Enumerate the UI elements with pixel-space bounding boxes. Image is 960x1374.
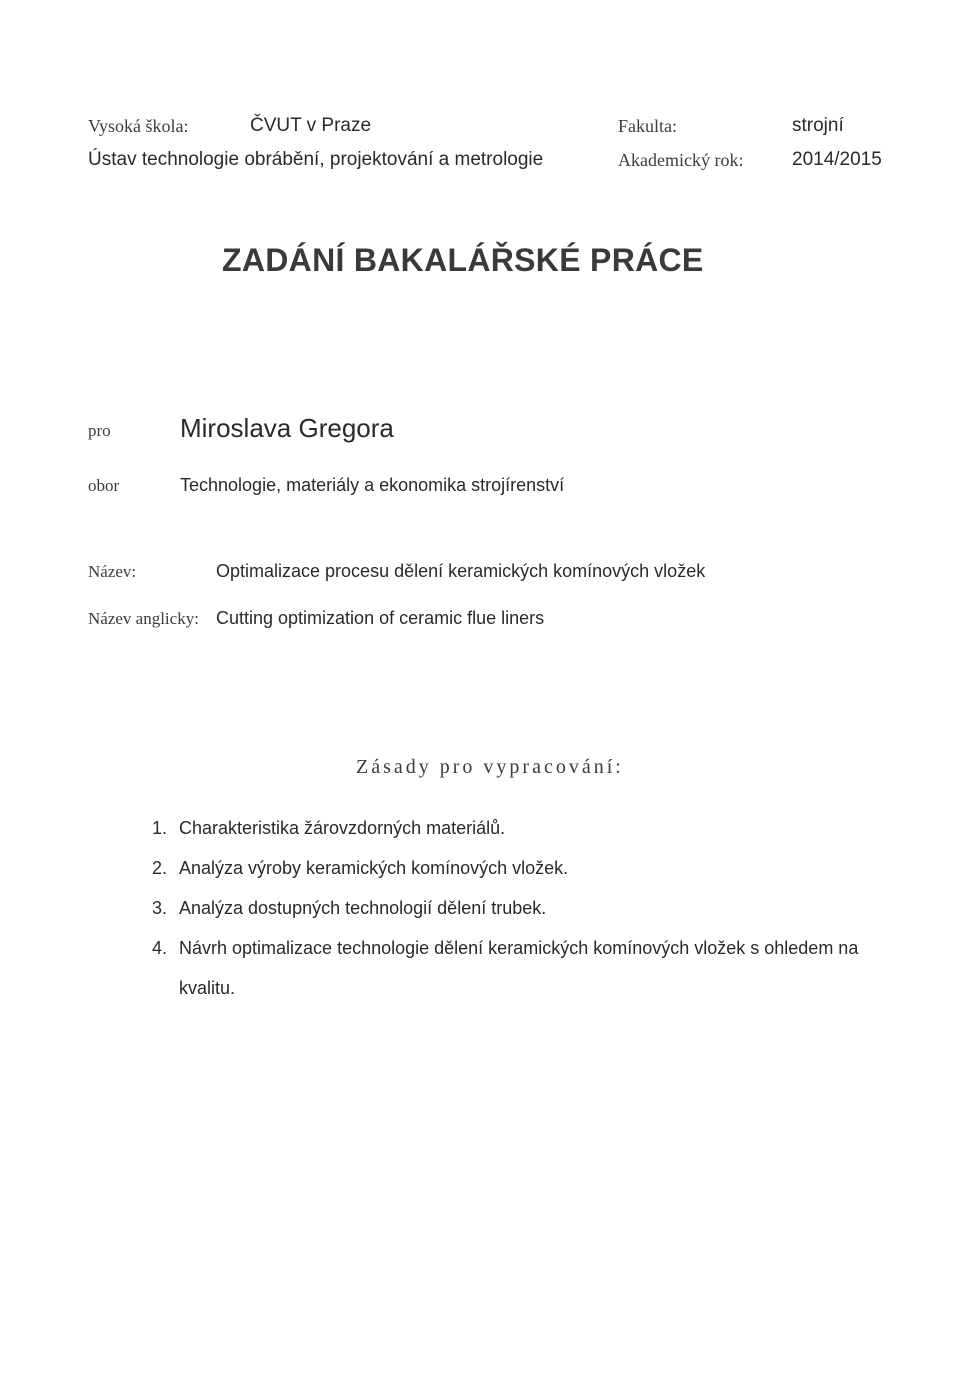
academic-year-value: 2014/2015 [792, 149, 882, 170]
list-item-number: 4. [152, 938, 168, 958]
list-item [152, 854, 882, 882]
list-item-number: 3. [152, 898, 168, 918]
faculty-label: Fakulta: [618, 116, 677, 136]
school-label: Vysoká škola: [88, 116, 189, 136]
student-name: Miroslava Gregora [180, 413, 394, 443]
faculty-value: strojní [792, 115, 844, 136]
list-item-text: Charakteristika žárovzdorných materiálů. [179, 818, 506, 838]
for-label: pro [88, 421, 111, 440]
academic-year-label: Akademický rok: [618, 150, 744, 170]
thesis-title-value: Optimalizace procesu dělení keramických komínových vložek [216, 561, 706, 581]
list-item [152, 928, 882, 1008]
institute-name: Ústav technologie obrábění, projektování a metrologie [88, 149, 544, 170]
thesis-title-en-value: Cutting optimization of ceramic flue liners [216, 608, 545, 628]
principles-list [152, 814, 882, 1020]
school-value: ČVUT v Praze [250, 115, 372, 136]
list-item-number: 1. [152, 818, 168, 838]
thesis-title-en-label: Název anglicky: [88, 609, 199, 628]
page-title: ZADÁNÍ BAKALÁŘSKÉ PRÁCE [222, 242, 704, 278]
list-item [152, 894, 882, 922]
thesis-title-label: Název: [88, 562, 137, 581]
list-item-text: Analýza dostupných technologií dělení trubek. [179, 898, 547, 918]
field-of-study-value: Technologie, materiály a ekonomika strojírenství [180, 475, 565, 495]
principles-heading: Zásady pro vypracování: [356, 756, 624, 778]
list-item-text: Návrh optimalizace technologie dělení keramických komínových vložek s ohledem na kvalitu. [179, 938, 859, 998]
list-item-text: Analýza výroby keramických komínových vložek. [179, 858, 569, 878]
list-item-number: 2. [152, 858, 168, 878]
list-item [152, 814, 882, 842]
field-of-study-label: obor [88, 476, 120, 495]
